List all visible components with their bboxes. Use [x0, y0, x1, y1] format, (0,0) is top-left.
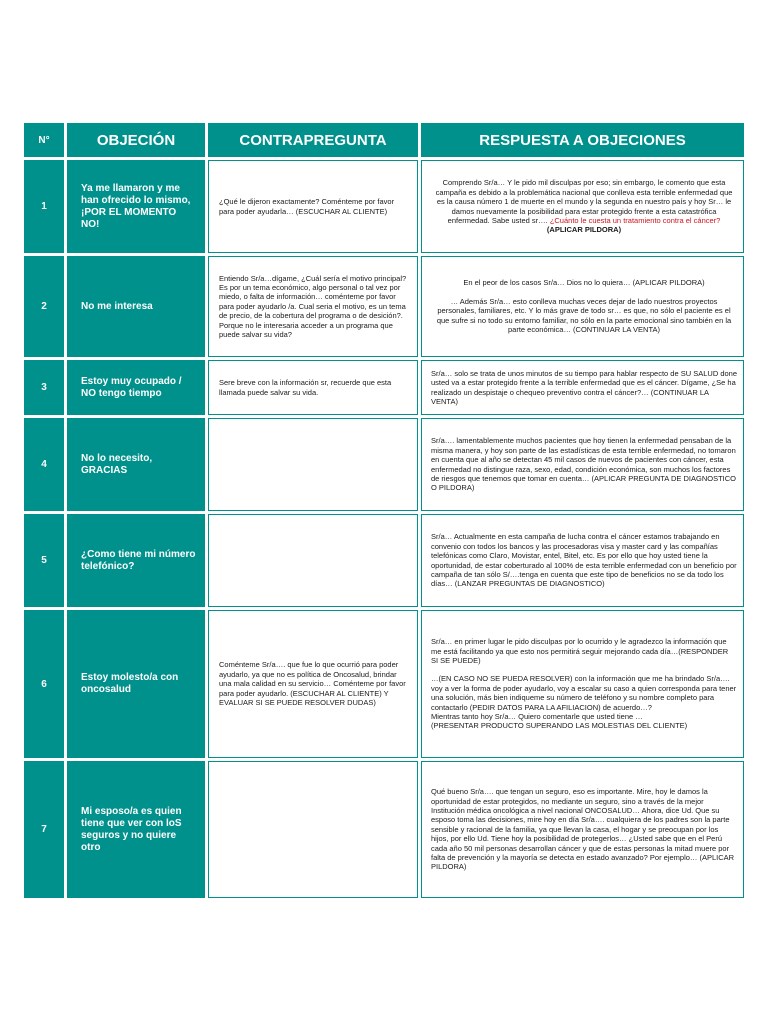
header-response: RESPUESTA A OBJECIONES [421, 123, 744, 157]
response-cell [421, 761, 744, 898]
response-paragraph: …(EN CASO NO SE PUEDA RESOLVER) con la información que me ha brindado Sr/a…. voy a ver la forma de poder ayudarlo, voy a escalar su caso a quien corresponda para tener una solución, más bien indiqueme su número de teléfono y su nombre completo para contactarlo (PEDIR DATOS PARA LA AFILIACION) de acuerdo…? [431, 674, 737, 712]
objection-text: Estoy muy ocupado / NO tengo tiempo [81, 375, 182, 399]
counter-question-cell [208, 761, 418, 898]
row-number: 7 [24, 761, 64, 898]
response-paragraph: … Además Sr/a… esto conlleva muchas veces dejar de lado nuestros proyectos personales, familiares, etc. Y lo más grave de todo sr… es que, no sólo el paciente es el que sufre si no todo su entorno familiar, no sólo en la parte emocional sino también en la parte económica… (CONTINUAR LA VENTA) [436, 296, 732, 335]
objection-cell [67, 360, 205, 415]
response-block [431, 178, 737, 234]
header-counter-question: CONTRAPREGUNTA [208, 123, 418, 157]
row-number: 2 [24, 256, 64, 357]
objection-text: No lo necesito, GRACIAS [81, 452, 153, 476]
objection-text: Mi esposo/a es quien tiene que ver con loS seguros y no quiere otro [81, 805, 182, 853]
objection-text: No me interesa [81, 300, 153, 312]
response-paragraph: En el peor de los casos Sr/a… Dios no lo quiera… (APLICAR PILDORA) [463, 278, 705, 288]
response-cell [421, 610, 744, 758]
counter-question-cell [208, 514, 418, 607]
objection-cell [67, 610, 205, 758]
response-action: (APLICAR PILDORA) [546, 225, 622, 235]
response-key-question: ¿Cuánto le cuesta un tratamiento contra el cáncer? [549, 215, 721, 225]
objection-text: ¿Como tiene mi número telefónico? [81, 548, 196, 572]
counter-question-text: Entiendo Sr/a…dígame, ¿Cuál sería el motivo principal? Es por un tema económico, algo personal o tal vez por miedo, o falta de información… coménteme por favor para poder ayudarlo /a. Cual seria el motivo, es un tema de precio, de la cobertura del programa o de desición?. Porque no le interesaria acceder a un programa que puede salvar su vida? [219, 273, 407, 340]
response-paragraph: Mientras tanto hoy Sr/a… Quiero comentarle que usted tiene … [431, 712, 643, 722]
objection-text: Ya me llamaron y me han ofrecido lo mismo, ¡POR EL MOMENTO NO! [81, 182, 191, 230]
response-cell [421, 514, 744, 607]
objection-text: Estoy molesto/a con oncosalud [81, 672, 179, 695]
response-paragraph: Sr/a… en primer lugar le pido disculpas por lo ocurrido y le agradezco la información que me está facilitando ya que esto nos permitirá seguir mejorando cada día…(RESPONDER SI SE PUEDE) [431, 637, 729, 665]
counter-question-cell [208, 610, 418, 758]
counter-question-text: Coménteme Sr/a…. que fue lo que ocurrió para poder ayudarlo, ya que no es política de Oncosalud, brindar una mala calidad en su servicio… Coménteme por favor para poder ayudarlo. (ESCUCHAR AL CLIENTE) Y EVALUAR SI SE PUEDE RESOLVER DUDAS) [219, 660, 406, 708]
response-text: Sr/a…. lamentablemente muchos pacientes que hoy tienen la enfermedad pensaban de la misma manera, y hoy son parte de las estadísticas de esta terrible enfermedad, no tomaron en cuenta que al año se detectan 45 mil casos de nuevos de pacientes con cáncer, esta enfermedad no distingue raza, sexo, edad, condición económica, son muchos los factores de riesgos que tenemos que tomar en cuenta… (APLICAR PREGUNTA DE DIAGNOSTICO O PILDORA) [431, 436, 736, 493]
response-block [431, 278, 737, 334]
row-number: 5 [24, 514, 64, 607]
response-cell [421, 360, 744, 415]
counter-question-text: ¿Qué le dijeron exactamente? Coménteme por favor para poder ayudarla… (ESCUCHAR AL CLIENTE) [219, 197, 395, 216]
response-block [431, 637, 737, 731]
counter-question-cell [208, 360, 418, 415]
objection-cell [67, 256, 205, 357]
objection-cell [67, 160, 205, 253]
counter-question-cell [208, 160, 418, 253]
response-cell [421, 418, 744, 511]
response-text: Qué bueno Sr/a…. que tengan un seguro, eso es importante. Mire, hoy le damos la oportunidad de estar protegidos, no mediante un seguro, sino a través de la mejor Institución médica oncológica a nivel nacional ONCOSALUD… Ahora, dice Ud. Que su esposo toma las decisiones, mire hoy en día Sr/a…. cualquiera de los padres son la parte sensible y racional de la familia, ya que llevan la casa, el hogar y se preocupan por los hijos, por ello Ud. Tiene hoy la posibilidad de protegerlos… ¿Usted sabe que en el Perú cada año 50 mil personas desarrollan cáncer y que de estas personas la mitad muere por falta de prevención y la mayoría se detecta en estado avanzado? Por ejemplo… (APLICAR PILDORA) [431, 787, 735, 872]
header-number: N° [24, 123, 64, 157]
objections-table [24, 123, 744, 898]
objection-cell [67, 761, 205, 898]
counter-question-cell [208, 256, 418, 357]
response-text: Sr/a… Actualmente en esta campaña de lucha contra el cáncer estamos trabajando en convenio con todos los bancos y las procesadoras visa y master card y las compañías telefónicas como Claro, Movistar, entel, Bitel, etc. Es por ello que hoy usted tiene la oportunidad, de estar coberturado al 100% de esta terrible enfermedad con un beneficio por campaña de tan sólo S/….tenga en cuenta que este tipo de beneficios no se da todo los días… (LANZAR PREGUNTAS DE DIAGNOSTICO) [431, 532, 737, 589]
response-text: Comprendo Sr/a… Y le pido mil disculpas por eso; sin embargo, le comento que esta campaña es debido a la problemática nacional que conlleva esta terrible enfermedad que es la causa número 1 de muerte en el mundo y la segunda en nuestro país y hoy Sr… le damos nuevamente la posibilidad para estar protegido frente a esta catastrófica enfermedad. Sabe usted sr…. [435, 178, 733, 225]
counter-question-text: Sere breve con la información sr, recuerde que esta llamada puede salvar su vida. [219, 378, 392, 397]
response-cell [421, 256, 744, 357]
response-paragraph: (PRESENTAR PRODUCTO SUPERANDO LAS MOLESTIAS DEL CLIENTE) [431, 721, 688, 731]
response-text: Sr/a… solo se trata de unos minutos de su tiempo para hablar respecto de SU SALUD done usted va a estar protegido frente a la terrible enfermedad que es el cáncer. Dígame, ¿Se ha realizado un despistaje o chequeo preventivo contra el cáncer?… (CONTINUAR LA VENTA) [431, 368, 738, 406]
objection-cell [67, 418, 205, 511]
row-number: 6 [24, 610, 64, 758]
header-objection: OBJECIÓN [67, 123, 205, 157]
response-cell [421, 160, 744, 253]
row-number: 3 [24, 360, 64, 415]
objection-cell [67, 514, 205, 607]
row-number: 1 [24, 160, 64, 253]
row-number: 4 [24, 418, 64, 511]
counter-question-cell [208, 418, 418, 511]
